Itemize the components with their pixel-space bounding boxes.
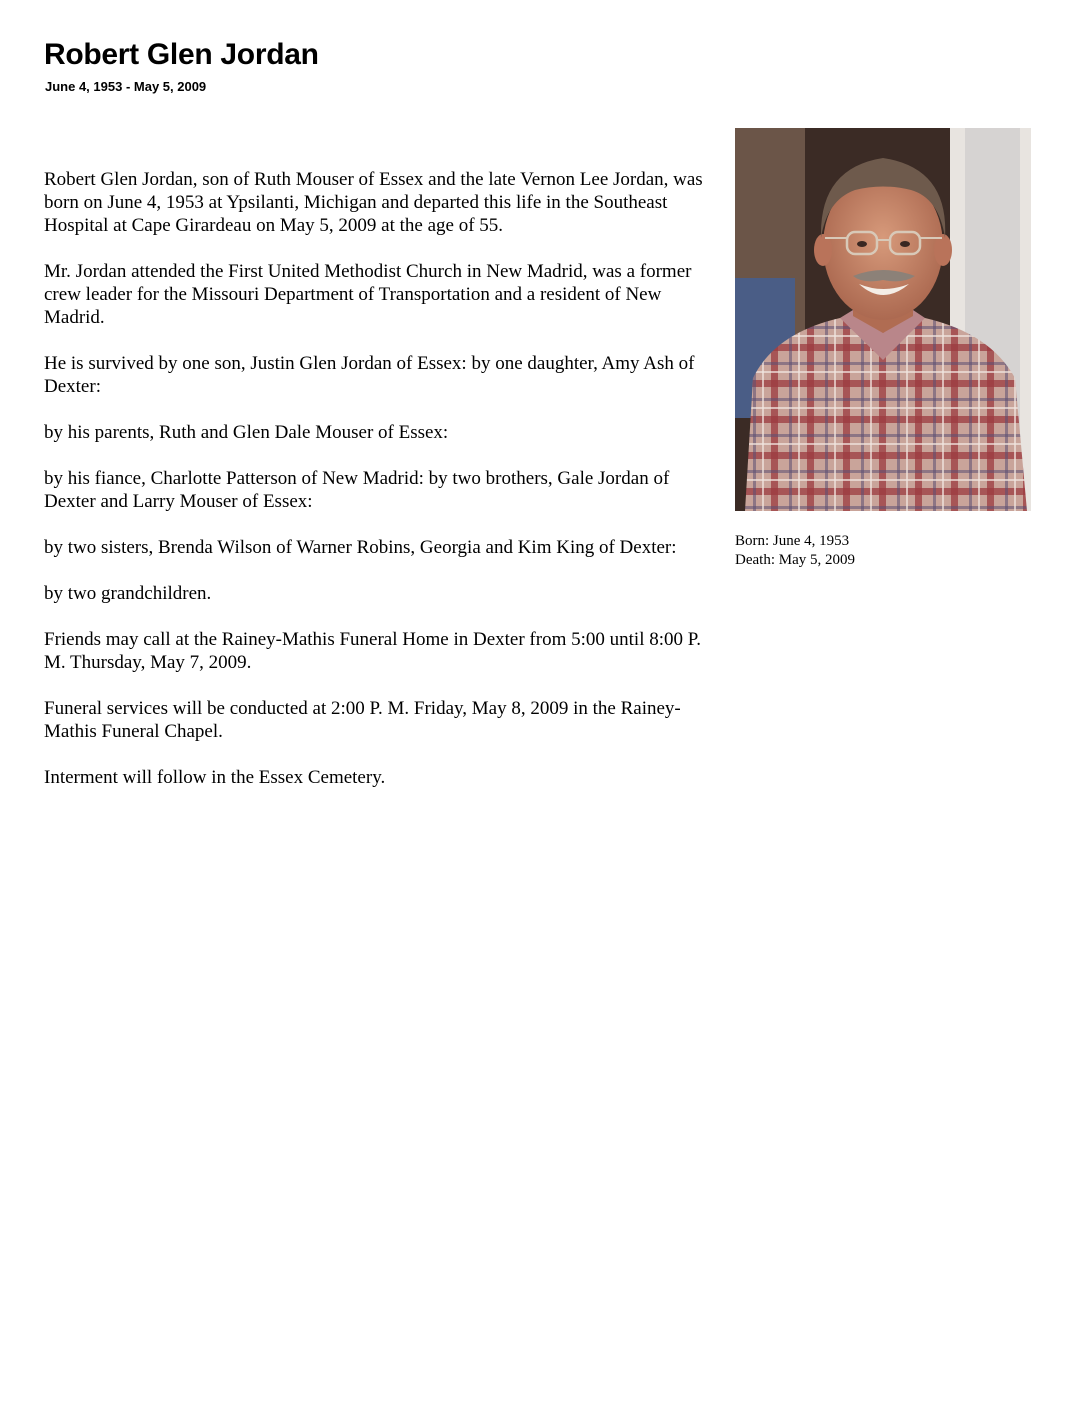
obituary-paragraph: by his parents, Ruth and Glen Dale Mouser of Essex: [44, 422, 449, 443]
obituary-paragraph: by his fiance, Charlotte Patterson of New Madrid: by two brothers, Gale Jordan of Dexter and Larry Mouser of Essex: [44, 468, 670, 512]
caption-born: Born: June 4, 1953 [735, 533, 850, 549]
caption-death: Death: May 5, 2009 [735, 552, 855, 568]
obituary-paragraph: Interment will follow in the Essex Cemetery. [44, 767, 386, 788]
page-title: Robert Glen Jordan [44, 38, 319, 71]
obituary-paragraph: by two grandchildren. [44, 583, 212, 604]
obituary-paragraph: Mr. Jordan attended the First United Methodist Church in New Madrid, was a former crew leader for the Missouri Department of Transportation and a resident of New Madrid. [44, 261, 692, 328]
obituary-text [44, 168, 704, 812]
obituary-paragraph: He is survived by one son, Justin Glen Jordan of Essex: by one daughter, Amy Ash of Dexter: [44, 353, 695, 397]
obituary-paragraph: Funeral services will be conducted at 2:00 P. M. Friday, May 8, 2009 in the Rainey-Mathis Funeral Chapel. [44, 698, 681, 742]
portrait-photo [735, 128, 1031, 511]
life-dates: June 4, 1953 - May 5, 2009 [45, 79, 207, 94]
obituary-paragraph: by two sisters, Brenda Wilson of Warner Robins, Georgia and Kim King of Dexter: [44, 537, 677, 558]
obituary-paragraph: Robert Glen Jordan, son of Ruth Mouser of Essex and the late Vernon Lee Jordan, was born on June 4, 1953 at Ypsilanti, Michigan and departed this life in the Southeast Hospital at Cape Girardeau on May 5, 2009 at the age of 55. [44, 169, 703, 236]
photo-caption [735, 532, 855, 570]
obituary-paragraph: Friends may call at the Rainey-Mathis Funeral Home in Dexter from 5:00 until 8:00 P. M. Thursday, May 7, 2009. [44, 629, 701, 673]
